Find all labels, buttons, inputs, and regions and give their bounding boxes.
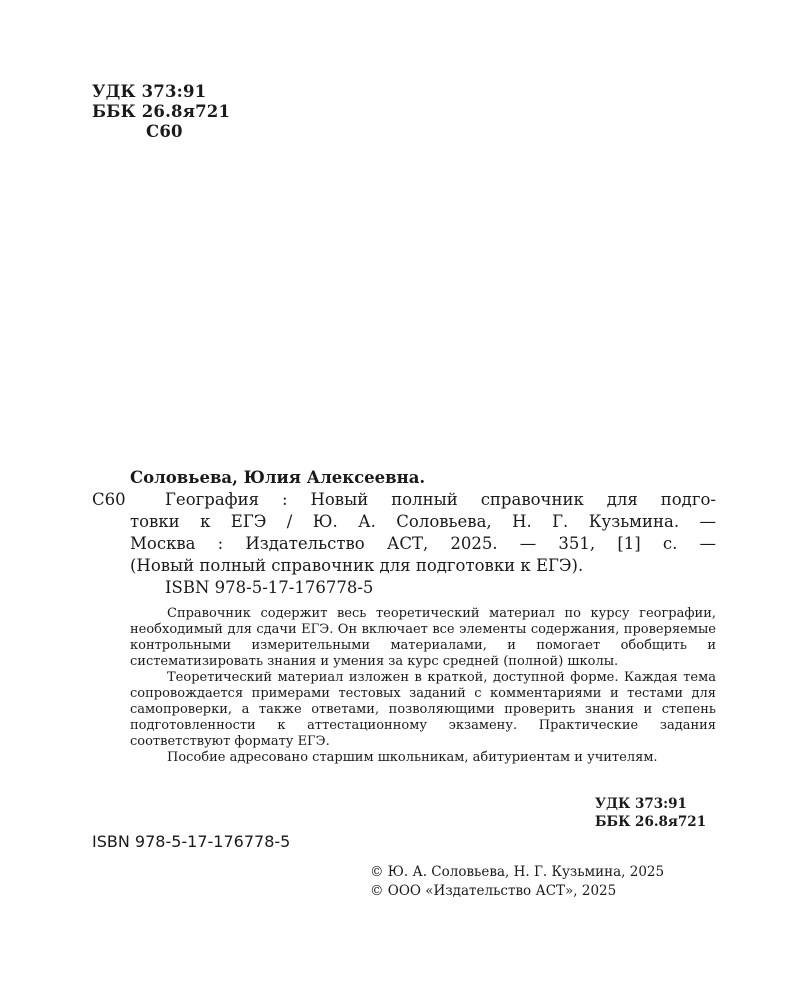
footer-bbk-code: ББК 26.8я721 xyxy=(595,814,707,830)
bbk-code: ББК 26.8я721 xyxy=(92,102,231,121)
annotation-paragraph: Пособие адресовано старшим школьникам, абитуриентам и учителям. xyxy=(167,750,658,765)
author-mark: С60 xyxy=(146,122,183,141)
record-author-mark: С60 xyxy=(92,490,126,509)
annotation-paragraph: Справочник содержит весь теоретический материал по курсу географии, необходимый для сдачи ЕГЭ. Он включает все элементы содержания, проверяемые контрольными измерительными материалами, и помогает обобщить и систематизировать знания и умения за курс средней (полной) школы. xyxy=(130,606,716,669)
copyright-publisher: © ООО «Издательство АСТ», 2025 xyxy=(370,883,617,899)
record-line: География : Новый полный справочник для подго- xyxy=(165,490,716,509)
annotation-paragraph: Теоретический материал изложен в краткой, доступной форме. Каждая тема сопровождается примерами тестовых заданий с комментариями и тестами для самопроверки, а также ответами, позволяющими проверить знания и степень подготовленности к аттестационному экзамену. Практические задания соответствуют формату ЕГЭ. xyxy=(130,670,716,749)
record-line: (Новый полный справочник для подготовки к ЕГЭ). xyxy=(130,556,584,575)
isbn: ISBN 978-5-17-176778-5 xyxy=(92,832,291,851)
record-line: товки к ЕГЭ / Ю. А. Соловьева, Н. Г. Кузьмина. — xyxy=(130,512,716,531)
author-heading: Соловьева, Юлия Алексеевна. xyxy=(130,468,426,487)
copyright-authors: © Ю. А. Соловьева, Н. Г. Кузьмина, 2025 xyxy=(370,864,665,880)
footer-udk-code: УДК 373:91 xyxy=(595,796,687,812)
udk-code: УДК 373:91 xyxy=(92,82,207,101)
annotation xyxy=(130,606,716,766)
record-isbn: ISBN 978-5-17-176778-5 xyxy=(165,578,374,597)
record-line: Москва : Издательство АСТ, 2025. — 351, [1] с. — xyxy=(130,534,716,553)
